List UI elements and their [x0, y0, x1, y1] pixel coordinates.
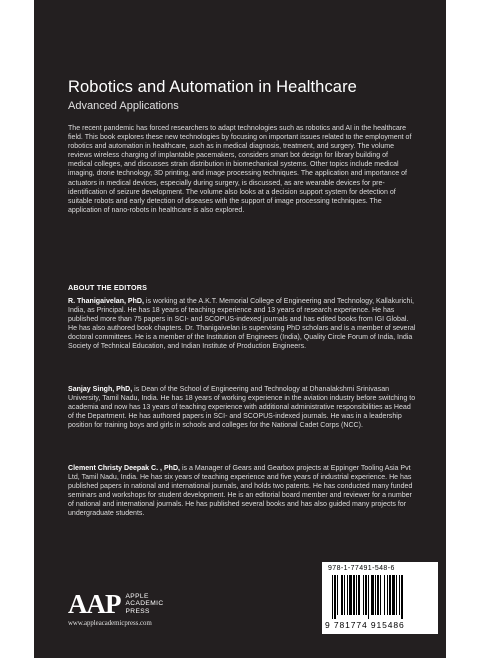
editor-bio-text: is working at the A.K.T. Memorial College of Engineering and Technology, Kallakurichi, India, as Principal. He has 18 years of teaching experience and 13 years of research experience. He has published more than 75 papers in SCI- and SCOPUS-indexed journals and has edited books from IGI Global. He has also authored book chapters. Dr. Thanigaivelan is supervising PhD scholars and is a member of several doctoral committees. He is a member of the Institution of Engineers (India), Quality Circle Forum of India, India Society of Technical Education, and Indian Institute of Production Engineers.: [68, 298, 416, 351]
publisher-name-line: APPLE: [125, 592, 149, 600]
publisher-logo: [68, 589, 164, 619]
book-description: The recent pandemic has forced researchers to adapt technologies such as robotics and AI in the healthcare field. This book explores these new technologies by focusing on important issues related to the employment of robotics and automation in healthcare, such as in medical diagnosis, treatment, and surgery. The volume reviews wireless charging of implantable pacemakers, considers smart bot design for library building of medical colleges, and discusses strain distribution in biomechanical systems. Other topics include medical imaging, drone technology, 3D printing, and image processing techniques. The application and importance of actuators in medical devices, especially during surgery, is discussed, as are wearable devices for pre-identification of seizure development. The volume also looks at a decision support system for detection of suitable robots and early detection of diseases with the support of image processing techniques. The application of nano-robots in healthcare is also explored.: [68, 125, 412, 214]
publisher-name-line: PRESS: [125, 607, 150, 615]
publisher-logo-words: [126, 593, 164, 615]
editor-bio: [68, 385, 416, 430]
back-cover: [34, 0, 446, 658]
book-title: Robotics and Automation in Healthcare: [68, 78, 357, 96]
isbn-barcode: [322, 562, 438, 634]
publisher-website: www.appleacademicpress.com: [68, 620, 152, 627]
editor-name: Sanjay Singh, PhD,: [68, 386, 133, 393]
isbn-label: 978-1-77491-548-6: [328, 565, 395, 572]
editors-heading: ABOUT THE EDITORS: [68, 283, 148, 292]
editor-bio-text: is Dean of the School of Engineering and Technology at Dhanalakshmi Srinivasan University, Tamil Nadu, India. He has 18 years of working experience in the aviation industry before switching to academia and now has 13 years of teaching experience with additional administrative responsibilities as Head of the Department. He has authored papers in SCI- and SCOPUS-indexed journals. He was in a leadership position for training boys and girls in schools and colleges for the National Cadet Corps (NCC).: [68, 386, 416, 430]
editor-bio-text: is a Manager of Gears and Gearbox projects at Eppinger Tooling Asia Pvt Ltd, Tamil Nadu, India. He has six years of teaching experience and five years of industrial experience. He has published papers in national and international journals, and holds two patents. He has conducted many funded seminars and workshops for student development. He is an editorial board member and reviewer for a number of national and international journals. He has published several books and has also guided many projects for undergraduate students.: [68, 465, 413, 518]
editor-bio: [68, 297, 416, 352]
publisher-name-line: ACADEMIC: [125, 600, 164, 608]
isbn-digits: 9 781774 915486: [325, 620, 405, 630]
editor-name: R. Thanigaivelan, PhD,: [68, 298, 144, 305]
editor-name: Clement Christy Deepak C. , PhD,: [68, 465, 180, 472]
publisher-logo-mark: AAP: [68, 589, 121, 619]
barcode-bars-icon: [332, 575, 430, 619]
book-subtitle: Advanced Applications: [68, 100, 179, 112]
editor-bio: [68, 464, 416, 519]
